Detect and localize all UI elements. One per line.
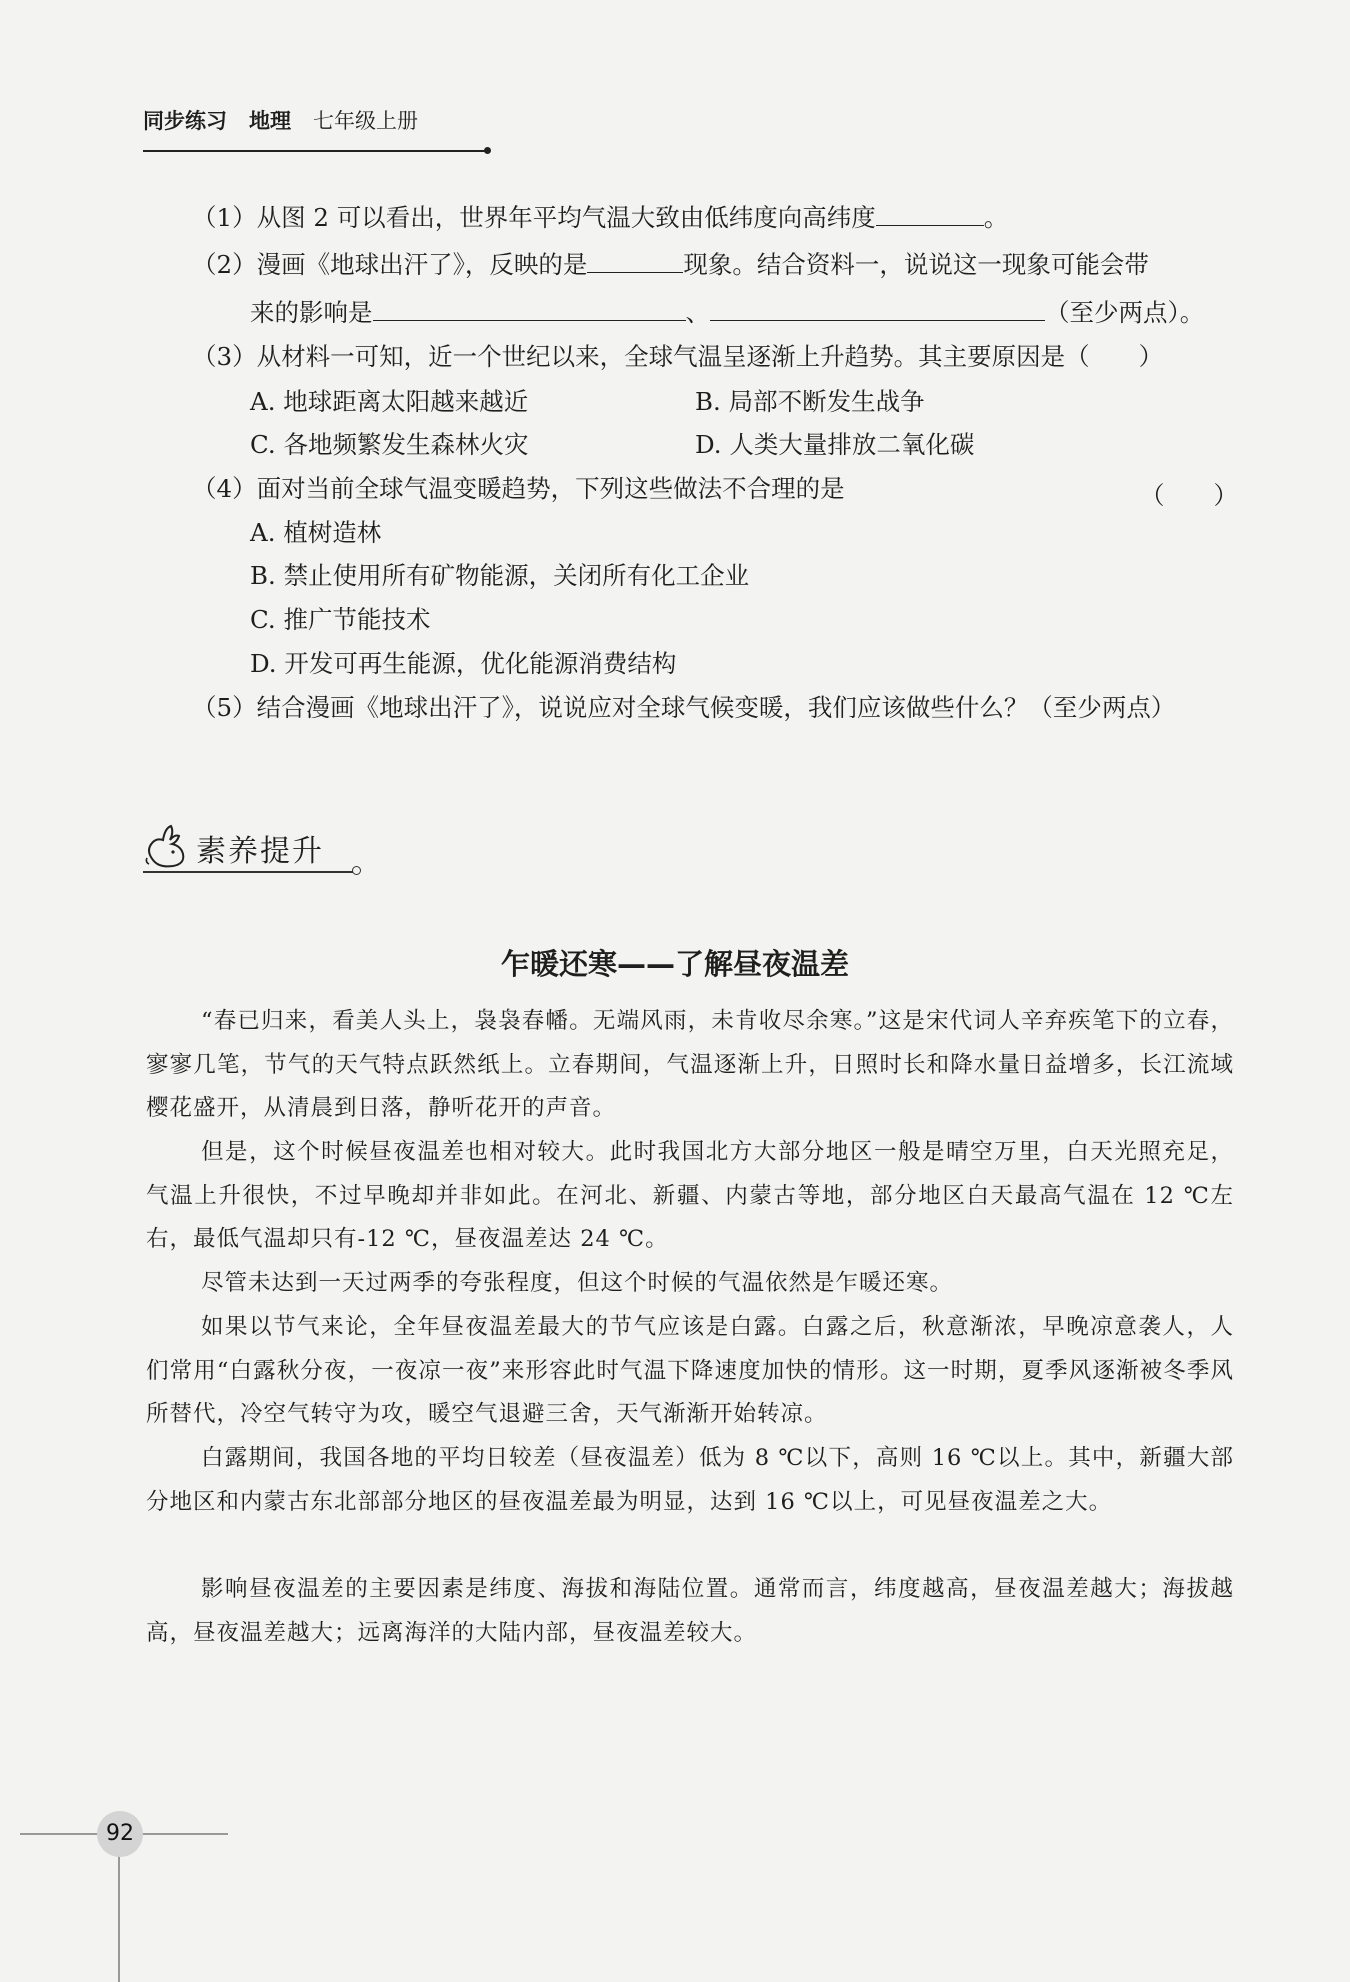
- section-rule: [143, 871, 353, 873]
- question-1: [192, 203, 1008, 231]
- question-2-line1-b: 现象。结合资料一，说说这一现象可能会带: [683, 250, 1149, 279]
- question-3-option-c[interactable]: C. 各地频繁发生森林火灾: [250, 430, 529, 459]
- question-1-text: （1）从图 2 可以看出，世界年平均气温大致由低纬度向高纬度: [192, 203, 876, 232]
- question-4-option-c[interactable]: C. 推广节能技术: [250, 605, 431, 634]
- article-paragraph: “春已归来，看美人头上，袅袅春幡。无端风雨，未肯收尽余寒。”这是宋代词人辛弃疾笔下的立春，寥寥几笔，节气的天气特点跃然纸上。立春期间，气温逐渐上升，日照时长和降水量日益增多，长江流域樱花盛开，从清晨到日落，静听花开的声音。: [146, 1008, 1234, 1121]
- question-4-option-d[interactable]: D. 开发可再生能源，优化能源消费结构: [250, 649, 677, 678]
- question-3-option-d[interactable]: D. 人类大量排放二氧化碳: [695, 430, 975, 459]
- question-2-separator: 、: [685, 298, 710, 327]
- question-1-end: 。: [983, 203, 1009, 232]
- question-3-text: （3）从材料一可知，近一个世纪以来，全球气温呈逐渐上升趋势。其主要原因是（ ）: [192, 342, 1164, 371]
- question-4-answer-parens[interactable]: （ ）: [1140, 481, 1238, 510]
- page-number: 92: [97, 1811, 143, 1857]
- answer-blank[interactable]: [373, 298, 686, 321]
- article-paragraph: 尽管未达到一天过两季的夸张程度，但这个时候的气温依然是乍暖还寒。: [201, 1270, 954, 1296]
- question-3-option-a[interactable]: A. 地球距离太阳越来越近: [250, 387, 529, 416]
- article-paragraph: 白露期间，我国各地的平均日较差（昼夜温差）低为 8 ℃以下，高则 16 ℃以上。其中，新疆大部分地区和内蒙古东北部部分地区的昼夜温差最为明显，达到 16 ℃以上，可见昼夜温差之大。: [146, 1445, 1234, 1515]
- rabbit-icon: [143, 820, 195, 872]
- section-rule-dot: [352, 866, 361, 875]
- question-2-line2: [250, 298, 1204, 326]
- question-2-line1-a: （2）漫画《地球出汗了》，反映的是: [192, 250, 588, 279]
- header-series: 同步练习: [143, 109, 227, 133]
- answer-blank[interactable]: [876, 203, 984, 226]
- question-4-text: （4）面对当前全球气温变暖趋势，下列这些做法不合理的是: [192, 474, 845, 503]
- question-4-option-b[interactable]: B. 禁止使用所有矿物能源，关闭所有化工企业: [250, 561, 750, 590]
- footer-vertical-rule: [118, 1840, 120, 1982]
- answer-blank[interactable]: [587, 250, 683, 273]
- article-title: 乍暖还寒——了解昼夜温差: [500, 947, 849, 981]
- answer-blank[interactable]: [710, 298, 1045, 321]
- header-subject: 地理: [249, 109, 291, 133]
- question-5-text: （5）结合漫画《地球出汗了》，说说应对全球气候变暖，我们应该做些什么？（至少两点）: [192, 693, 1176, 722]
- header-grade: 七年级上册: [313, 109, 418, 133]
- header-rule: [143, 150, 486, 152]
- question-2-line2-b: （至少两点）。: [1045, 298, 1205, 327]
- running-header: [143, 105, 418, 135]
- question-2: [192, 250, 1149, 278]
- question-2-line2-a: 来的影响是: [250, 298, 373, 327]
- section-title: 素养提升: [196, 834, 324, 869]
- question-3-option-b[interactable]: B. 局部不断发生战争: [695, 387, 925, 416]
- header-rule-dot: [484, 147, 491, 154]
- question-4-option-a[interactable]: A. 植树造林: [250, 518, 382, 547]
- article-paragraph: 如果以节气来论，全年昼夜温差最大的节气应该是白露。白露之后，秋意渐浓，早晚凉意袭人，人们常用“白露秋分夜，一夜凉一夜”来形容此时气温下降速度加快的情形。这一时期，夏季风逐渐被冬季风所替代，冷空气转守为攻，暖空气退避三舍，天气渐渐开始转凉。: [146, 1314, 1234, 1427]
- article-paragraph: 但是，这个时候昼夜温差也相对较大。此时我国北方大部分地区一般是晴空万里，白天光照充足，气温上升很快，不过早晚却并非如此。在河北、新疆、内蒙古等地，部分地区白天最高气温在 12 ℃左右，最低气温却只有-12 ℃，昼夜温差达 24 ℃。: [146, 1139, 1234, 1252]
- article-paragraph: 影响昼夜温差的主要因素是纬度、海拔和海陆位置。通常而言，纬度越高，昼夜温差越大；海拔越高，昼夜温差越大；远离海洋的大陆内部，昼夜温差较大。: [146, 1576, 1234, 1646]
